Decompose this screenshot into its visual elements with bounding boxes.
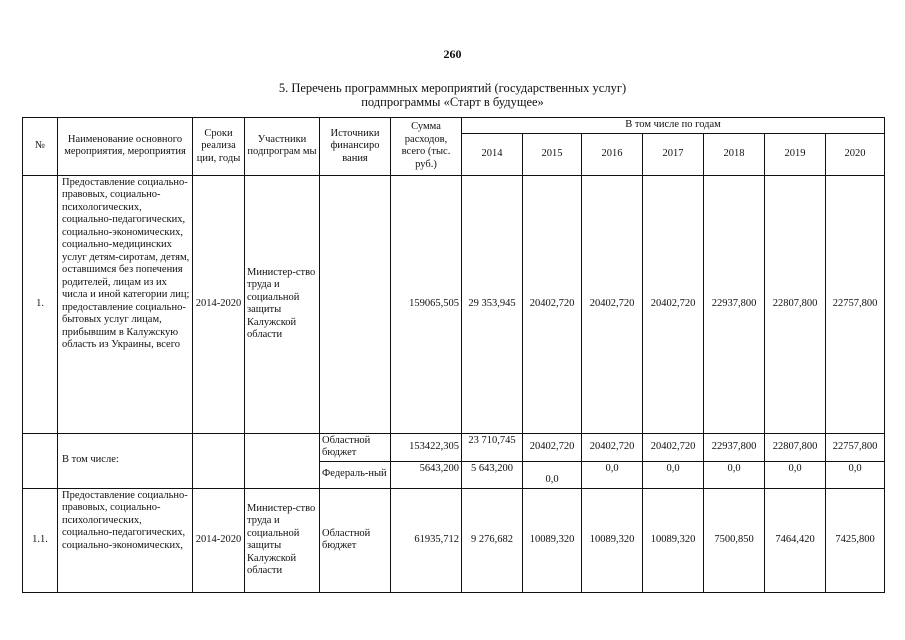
- participants-cell: Министер-ство труда и социальной защиты Калужской области: [245, 175, 320, 433]
- row-num: 1.1.: [23, 488, 58, 592]
- year-value: 0,0: [704, 461, 765, 488]
- year-value: 20402,720: [523, 175, 582, 433]
- sum-cell: 61935,712: [391, 488, 462, 592]
- year-value: 10089,320: [523, 488, 582, 592]
- page-number: 260: [443, 47, 462, 61]
- table-row: [23, 433, 885, 461]
- year-value: 7464,420: [765, 488, 826, 592]
- header-year: 2016: [582, 133, 643, 175]
- page-title: [0, 81, 905, 109]
- title-line-2: подпрограммы «Старт в будущее»: [361, 95, 544, 109]
- source-cell: Областной бюджет: [320, 433, 391, 461]
- participants-cell: [245, 433, 320, 488]
- year-value: 20402,720: [582, 175, 643, 433]
- period-cell: [193, 433, 245, 488]
- year-value: 0,0: [523, 461, 582, 488]
- including-label: В том числе:: [58, 433, 193, 488]
- header-year: 2017: [643, 133, 704, 175]
- row-num: [23, 433, 58, 488]
- year-value: 0,0: [582, 461, 643, 488]
- year-value: 22757,800: [826, 433, 885, 461]
- row-num: 1.: [23, 175, 58, 433]
- sum-cell: 159065,505: [391, 175, 462, 433]
- year-value: 0,0: [643, 461, 704, 488]
- activity-name: Предоставление социально-правовых, социально-психологических, социально-педагогических, социально-экономических,: [58, 488, 193, 592]
- sum-cell: 5643,200: [391, 461, 462, 488]
- year-value: 10089,320: [582, 488, 643, 592]
- program-activities-table: [22, 117, 885, 593]
- year-value: 22757,800: [826, 175, 885, 433]
- sum-cell: 153422,305: [391, 433, 462, 461]
- header-participants: Участники подпрограм мы: [245, 118, 320, 176]
- year-value: 20402,720: [643, 175, 704, 433]
- title-line-1: 5. Перечень программных мероприятий (государственных услуг): [278, 81, 627, 95]
- year-value: 7425,800: [826, 488, 885, 592]
- year-value: 20402,720: [643, 433, 704, 461]
- year-value: 10089,320: [643, 488, 704, 592]
- header-year: 2014: [462, 133, 523, 175]
- header-num: №: [23, 118, 58, 176]
- header-year: 2018: [704, 133, 765, 175]
- source-cell: Областной бюджет: [320, 488, 391, 592]
- year-value: 23 710,745: [462, 433, 523, 461]
- year-value: 0,0: [826, 461, 885, 488]
- year-value: 20402,720: [582, 433, 643, 461]
- activity-name: Предоставление социально-правовых, социально-психологических, социально-педагогических, социально-экономических, социально-медицинских услуг детям-сиротам, детям, оставшимся без попечения родителей, лицам из их числа и иной категории лиц; предоставление социально-бытовых услуг лицам, прибывшим в Калужскую область из Украины, всего: [58, 175, 193, 433]
- header-by-years: В том числе по годам: [462, 118, 885, 134]
- participants-cell: Министер-ство труда и социальной защиты Калужской области: [245, 488, 320, 592]
- header-period: Сроки реализа ции, годы: [193, 118, 245, 176]
- source-cell: Федераль-ный: [320, 461, 391, 488]
- year-value: 22937,800: [704, 433, 765, 461]
- header-sources: Источники финансиро вания: [320, 118, 391, 176]
- year-value: 22807,800: [765, 433, 826, 461]
- header-year: 2015: [523, 133, 582, 175]
- table-row: [23, 175, 885, 433]
- year-value: 9 276,682: [462, 488, 523, 592]
- source-cell: [320, 175, 391, 433]
- header-year: 2020: [826, 133, 885, 175]
- year-value: 20402,720: [523, 433, 582, 461]
- year-value: 29 353,945: [462, 175, 523, 433]
- header-sum: Сумма расходов, всего (тыс. руб.): [391, 118, 462, 176]
- year-value: 22807,800: [765, 175, 826, 433]
- header-year: 2019: [765, 133, 826, 175]
- year-value: 0,0: [765, 461, 826, 488]
- header-name: Наименование основного мероприятия, мероприятия: [58, 118, 193, 176]
- period-cell: 2014-2020: [193, 488, 245, 592]
- year-value: 22937,800: [704, 175, 765, 433]
- table-row: [23, 488, 885, 592]
- period-cell: 2014-2020: [193, 175, 245, 433]
- year-value: 7500,850: [704, 488, 765, 592]
- year-value: 5 643,200: [462, 461, 523, 488]
